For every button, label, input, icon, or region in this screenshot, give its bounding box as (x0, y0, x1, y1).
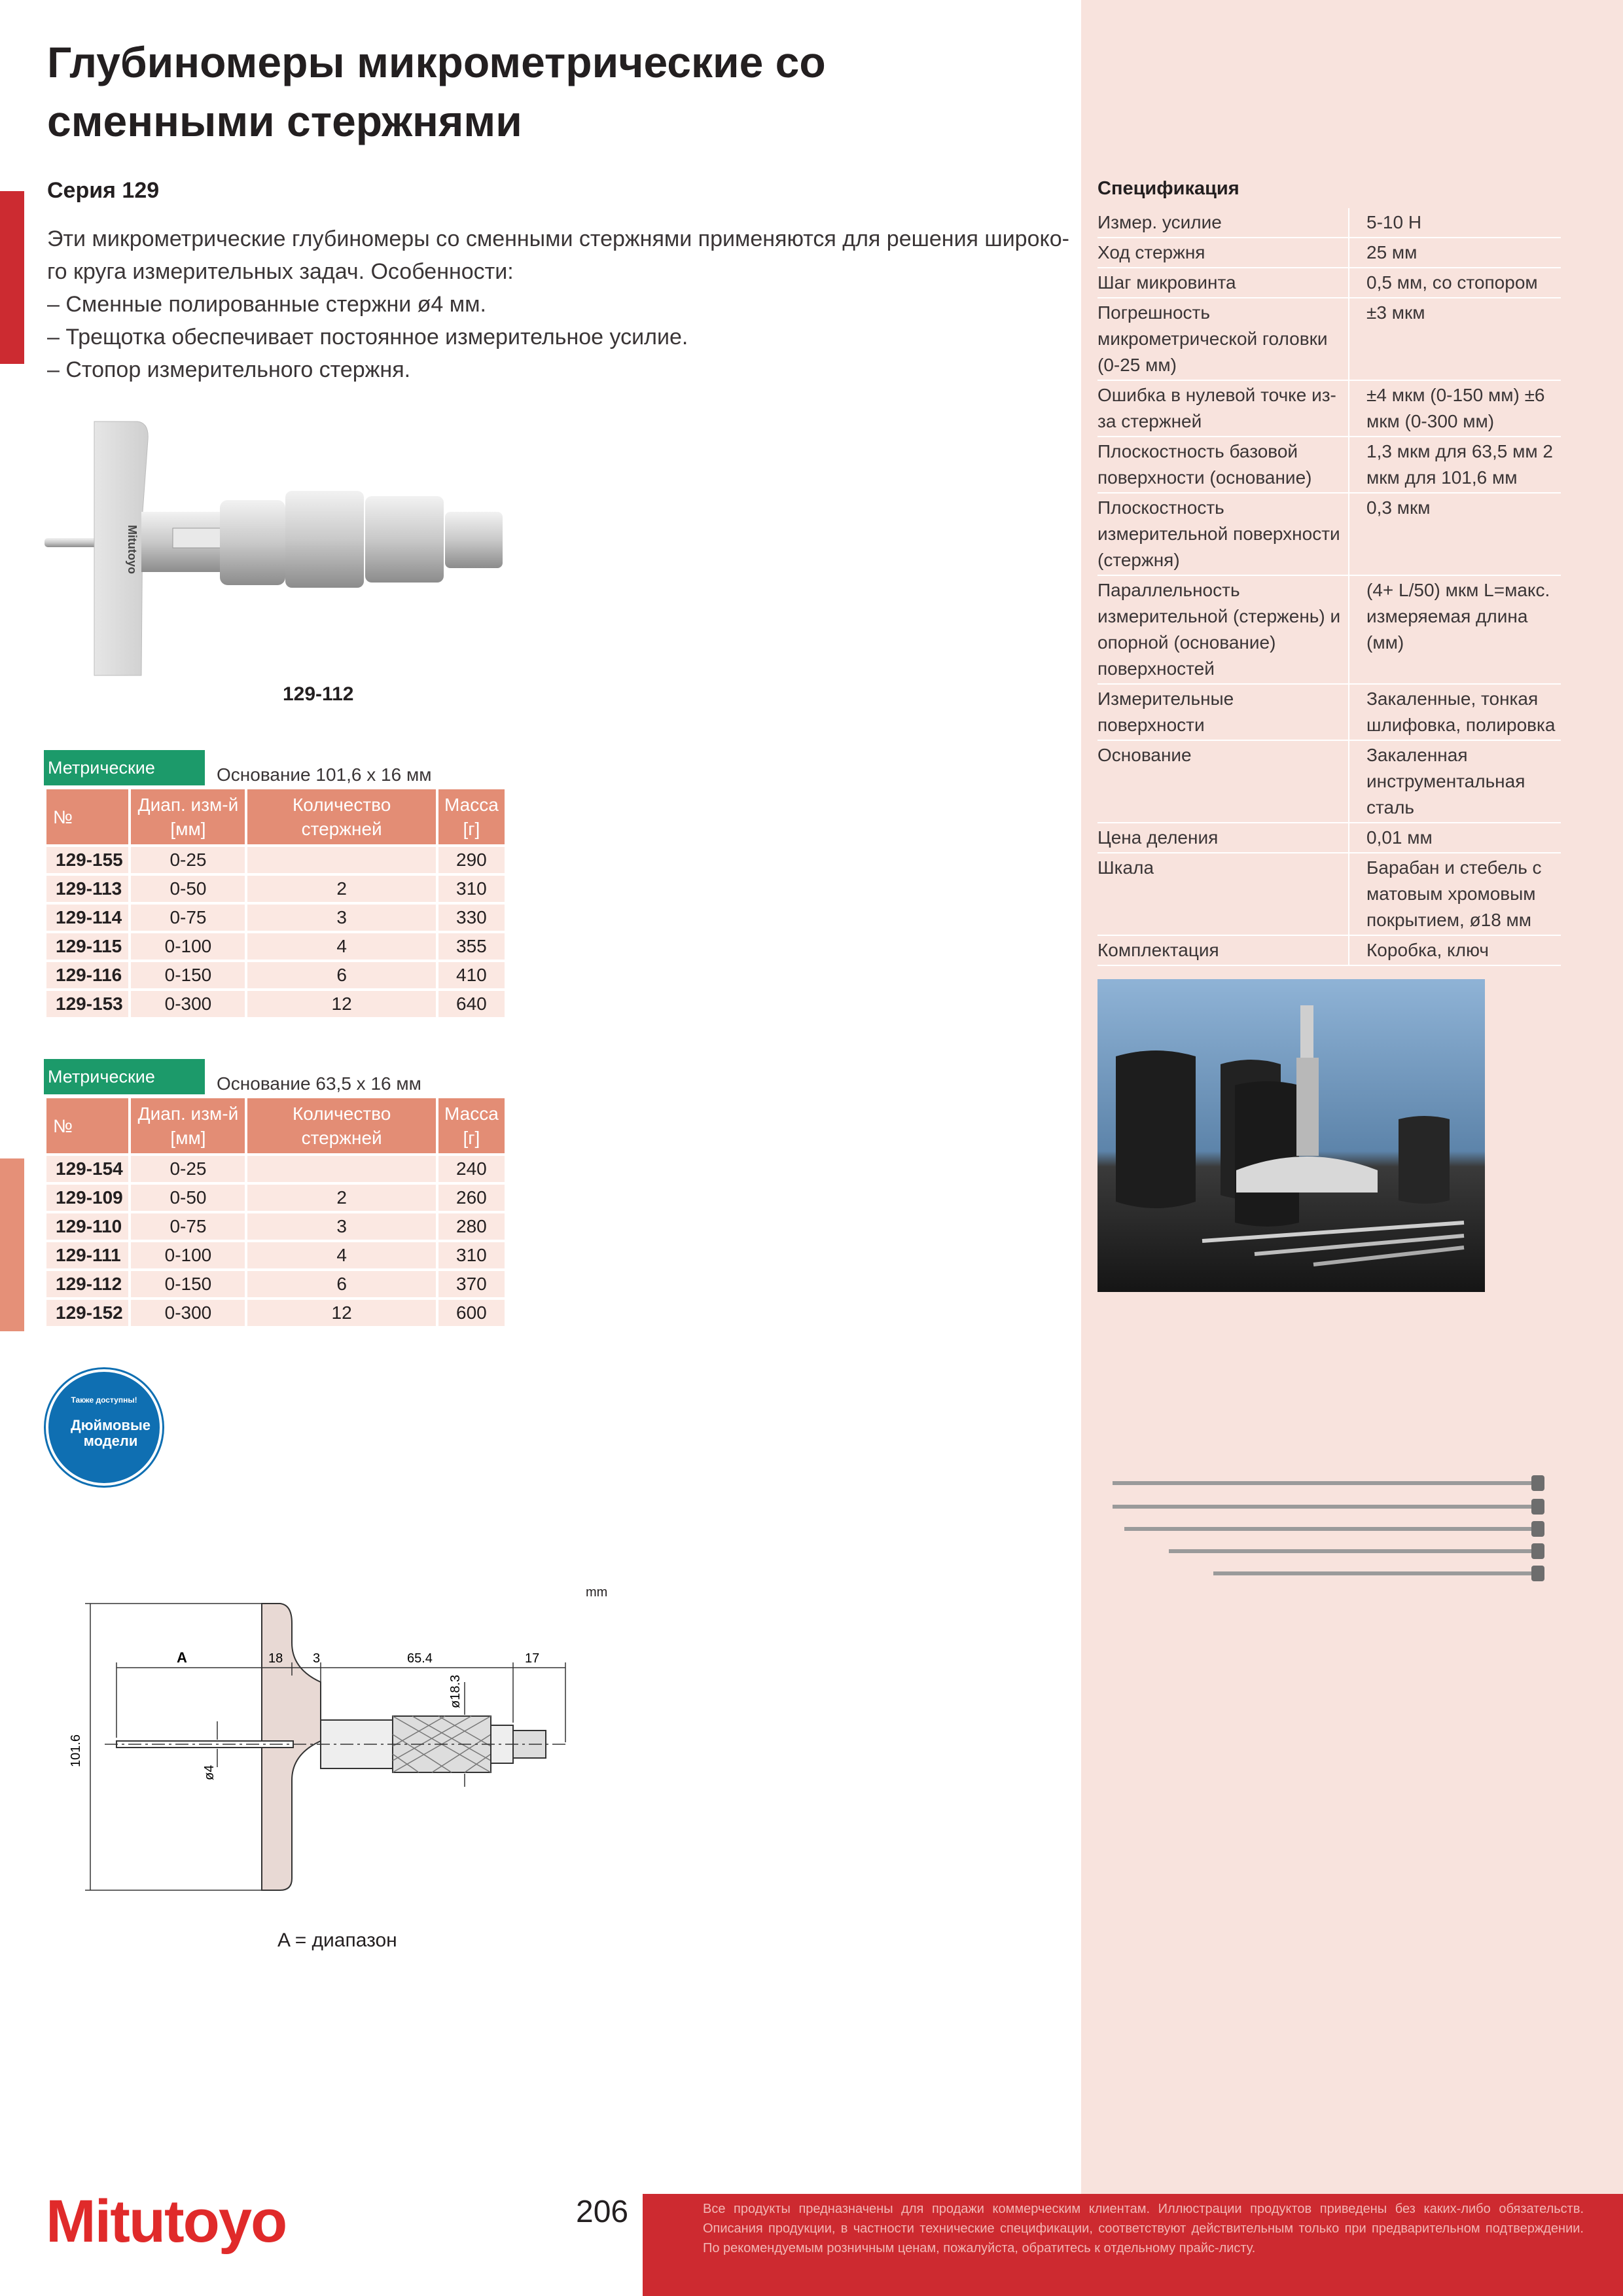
spec-key: Шкала (1097, 853, 1349, 935)
product-table-1016 (44, 787, 507, 1020)
dim-183-label: ø18.3 (448, 1674, 463, 1708)
dim-3-label: 3 (313, 1651, 321, 1666)
cell-rods (247, 847, 435, 873)
spec-value: Закаленные, тонкая шлифовка, полировка (1349, 684, 1561, 740)
cell-mass: 355 (438, 933, 505, 960)
spec-key: Ход стержня (1097, 238, 1349, 268)
feature-item: – Стопор измерительного стержня. (47, 357, 411, 382)
cell-code: 129-152 (46, 1300, 128, 1326)
cell-range: 0-100 (131, 1242, 245, 1268)
cell-mass: 640 (438, 991, 505, 1017)
mitutoyo-logo: Mitutoyo (46, 2188, 287, 2255)
spec-key: Параллельность измерительной (стержень) и опорной (основание) поверхностей (1097, 575, 1349, 684)
cell-mass: 310 (438, 1242, 505, 1268)
svg-text:Mitutoyo: Mitutoyo (126, 525, 139, 574)
cell-mass: 260 (438, 1185, 505, 1211)
cell-code: 129-110 (46, 1213, 128, 1240)
spec-row (1097, 575, 1561, 684)
spec-value: Барабан и стебель с матовым хромовым покрытием, ø18 мм (1349, 853, 1561, 935)
cell-rods: 4 (247, 1242, 435, 1268)
cell-mass: 600 (438, 1300, 505, 1326)
spec-value: 0,5 мм, со стопором (1349, 268, 1561, 298)
table-row (46, 1185, 505, 1211)
cell-rods: 4 (247, 933, 435, 960)
dimension-drawing (46, 1571, 635, 1937)
table-header-row (46, 789, 505, 844)
spec-row (1097, 268, 1561, 298)
col-header-range-line: Диап. изм-й (137, 795, 239, 815)
section-edge-tab (0, 191, 24, 364)
cell-code: 129-109 (46, 1185, 128, 1211)
dim-a-label: A (177, 1649, 187, 1666)
page-number: 206 (576, 2195, 629, 2229)
cell-code: 129-114 (46, 905, 128, 931)
table-row (46, 847, 505, 873)
spec-key: Цена деления (1097, 823, 1349, 853)
spec-key: Измер. усилие (1097, 208, 1349, 238)
series-label: Серия 129 (47, 178, 160, 203)
cell-range: 0-100 (131, 933, 245, 960)
dim-654-label: 65.4 (407, 1651, 433, 1666)
intro-text (47, 223, 1069, 386)
intro-line: го круга измерительных задач. Особенности: (47, 259, 514, 284)
spec-key: Измерительные поверхности (1097, 684, 1349, 740)
dim-17-label: 17 (525, 1651, 540, 1666)
depth-micrometer-photo (45, 414, 594, 682)
table-row (46, 1213, 505, 1240)
table-row (46, 962, 505, 988)
metric-tag: Метрические (44, 1059, 205, 1094)
spec-row (1097, 380, 1561, 437)
spec-value: ±4 мкм (0-150 мм) ±6 мкм (0-300 мм) (1349, 380, 1561, 437)
spec-row (1097, 208, 1561, 238)
footer-disclaimer: Все продукты предназначены для продажи коммерческим клиентам. Иллюстрации продуктов приведены без каких-либо обязательств. Описания продукции, в частности технические спецификации, соответствуют действительным только при предварительном подтверждении. По рекомендуемым розничным ценам, пожалуйста, обратитесь к отдельному прайс-листу. (703, 2202, 1584, 2255)
table-row (46, 1300, 505, 1326)
spec-key: Основание (1097, 740, 1349, 823)
col-header-range-line: Диап. изм-й (137, 1103, 239, 1124)
cell-mass: 290 (438, 847, 505, 873)
spec-row (1097, 298, 1561, 380)
col-header-mass (438, 1098, 505, 1153)
cell-rods: 12 (247, 991, 435, 1017)
cell-range: 0-25 (131, 847, 245, 873)
base-size-label: Основание 63,5 x 16 мм (217, 1073, 421, 1094)
col-header-no: № (46, 789, 128, 844)
cell-mass: 330 (438, 905, 505, 931)
col-header-mass (438, 789, 505, 844)
drawing-caption: A = диапазон (277, 1929, 397, 1951)
cell-mass: 370 (438, 1271, 505, 1297)
col-header-rods: Количество стержней (247, 789, 435, 844)
inch-models-badge (46, 1369, 162, 1486)
spec-value: 0,01 мм (1349, 823, 1561, 853)
spec-row (1097, 684, 1561, 740)
cell-code: 129-154 (46, 1156, 128, 1182)
cell-code: 129-112 (46, 1271, 128, 1297)
col-header-range (131, 1098, 245, 1153)
cell-mass: 280 (438, 1213, 505, 1240)
badge-top-text: Также доступны! (71, 1395, 137, 1405)
cell-rods: 3 (247, 905, 435, 931)
table-row (46, 1271, 505, 1297)
cell-rods: 6 (247, 962, 435, 988)
cell-mass: 410 (438, 962, 505, 988)
table-row (46, 905, 505, 931)
col-header-range (131, 789, 245, 844)
table-row (46, 991, 505, 1017)
cell-range: 0-150 (131, 1271, 245, 1297)
spec-row (1097, 493, 1561, 575)
spec-key: Шаг микровинта (1097, 268, 1349, 298)
table-row (46, 1242, 505, 1268)
col-header-no: № (46, 1098, 128, 1153)
spec-title: Спецификация (1097, 178, 1240, 199)
cell-rods: 3 (247, 1213, 435, 1240)
col-header-range-unit: [мм] (170, 1128, 206, 1148)
dim-4-label: ø4 (202, 1765, 217, 1780)
cell-code: 129-153 (46, 991, 128, 1017)
cell-range: 0-300 (131, 1300, 245, 1326)
micrometer-set-photo (1097, 979, 1485, 1292)
metric-tag: Метрические (44, 750, 205, 785)
spec-key: Погрешность микрометрической головки (0-25 мм) (1097, 298, 1349, 380)
cell-range: 0-75 (131, 905, 245, 931)
spec-value: Закаленная инструментальная сталь (1349, 740, 1561, 823)
spec-value: 25 мм (1349, 238, 1561, 268)
table-header-row (46, 1098, 505, 1153)
base-size-label: Основание 101,6 x 16 мм (217, 764, 432, 785)
spec-row (1097, 740, 1561, 823)
cell-code: 129-116 (46, 962, 128, 988)
section-edge-tab-secondary (0, 1158, 24, 1331)
spec-value: Коробка, ключ (1349, 935, 1561, 965)
units-label: mm (586, 1585, 608, 1600)
intro-line: Эти микрометрические глубиномеры со сменными стержнями применяются для решения широко- (47, 226, 1069, 251)
table-row (46, 876, 505, 902)
cell-range: 0-50 (131, 876, 245, 902)
page-title: Глубиномеры микрометрические со сменными стержнями (47, 38, 826, 145)
cell-range: 0-300 (131, 991, 245, 1017)
cell-range: 0-150 (131, 962, 245, 988)
col-header-rods: Количество стержней (247, 1098, 435, 1153)
spec-value: 0,3 мкм (1349, 493, 1561, 575)
cell-range: 0-25 (131, 1156, 245, 1182)
dim-18-label: 18 (268, 1651, 283, 1666)
col-header-range-unit: [мм] (170, 819, 206, 839)
spec-value: (4+ L/50) мкм L=макс. измеряемая длина (мм) (1349, 575, 1561, 684)
spec-row (1097, 823, 1561, 853)
cell-code: 129-111 (46, 1242, 128, 1268)
spec-key: Комплектация (1097, 935, 1349, 965)
cell-rods: 12 (247, 1300, 435, 1326)
cell-code: 129-113 (46, 876, 128, 902)
spec-row (1097, 437, 1561, 493)
interchangeable-rods-image (1106, 1469, 1551, 1593)
cell-rods (247, 1156, 435, 1182)
feature-item: – Трещотка обеспечивает постоянное измерительное усилие. (47, 325, 688, 350)
col-header-mass-unit: [г] (463, 819, 480, 839)
cell-mass: 240 (438, 1156, 505, 1182)
col-header-mass-line: Масса (444, 1103, 499, 1124)
cell-mass: 310 (438, 876, 505, 902)
spec-row (1097, 853, 1561, 935)
product-table-635 (44, 1096, 507, 1329)
spec-value: 5-10 Н (1349, 208, 1561, 238)
cell-rods: 2 (247, 876, 435, 902)
cell-rods: 2 (247, 1185, 435, 1211)
badge-main-text: Дюймовые модели (71, 1417, 151, 1449)
spec-row (1097, 238, 1561, 268)
spec-key: Плоскостность измерительной поверхности (стержня) (1097, 493, 1349, 575)
spec-key: Ошибка в нулевой точке из-за стержней (1097, 380, 1349, 437)
table-row (46, 1156, 505, 1182)
col-header-mass-line: Масса (444, 795, 499, 815)
cell-range: 0-75 (131, 1213, 245, 1240)
photo-caption: 129-112 (283, 683, 354, 705)
spec-value: ±3 мкм (1349, 298, 1561, 380)
cell-rods: 6 (247, 1271, 435, 1297)
spec-key: Плоскостность базовой поверхности (основание) (1097, 437, 1349, 493)
cell-code: 129-155 (46, 847, 128, 873)
col-header-mass-unit: [г] (463, 1128, 480, 1148)
spec-table (1097, 208, 1561, 966)
cell-range: 0-50 (131, 1185, 245, 1211)
table-row (46, 933, 505, 960)
spec-value: 1,3 мкм для 63,5 мм 2 мкм для 101,6 мм (1349, 437, 1561, 493)
cell-code: 129-115 (46, 933, 128, 960)
feature-item: – Сменные полированные стержни ø4 мм. (47, 292, 486, 317)
dim-1016-label: 101.6 (69, 1734, 83, 1767)
spec-row (1097, 935, 1561, 965)
